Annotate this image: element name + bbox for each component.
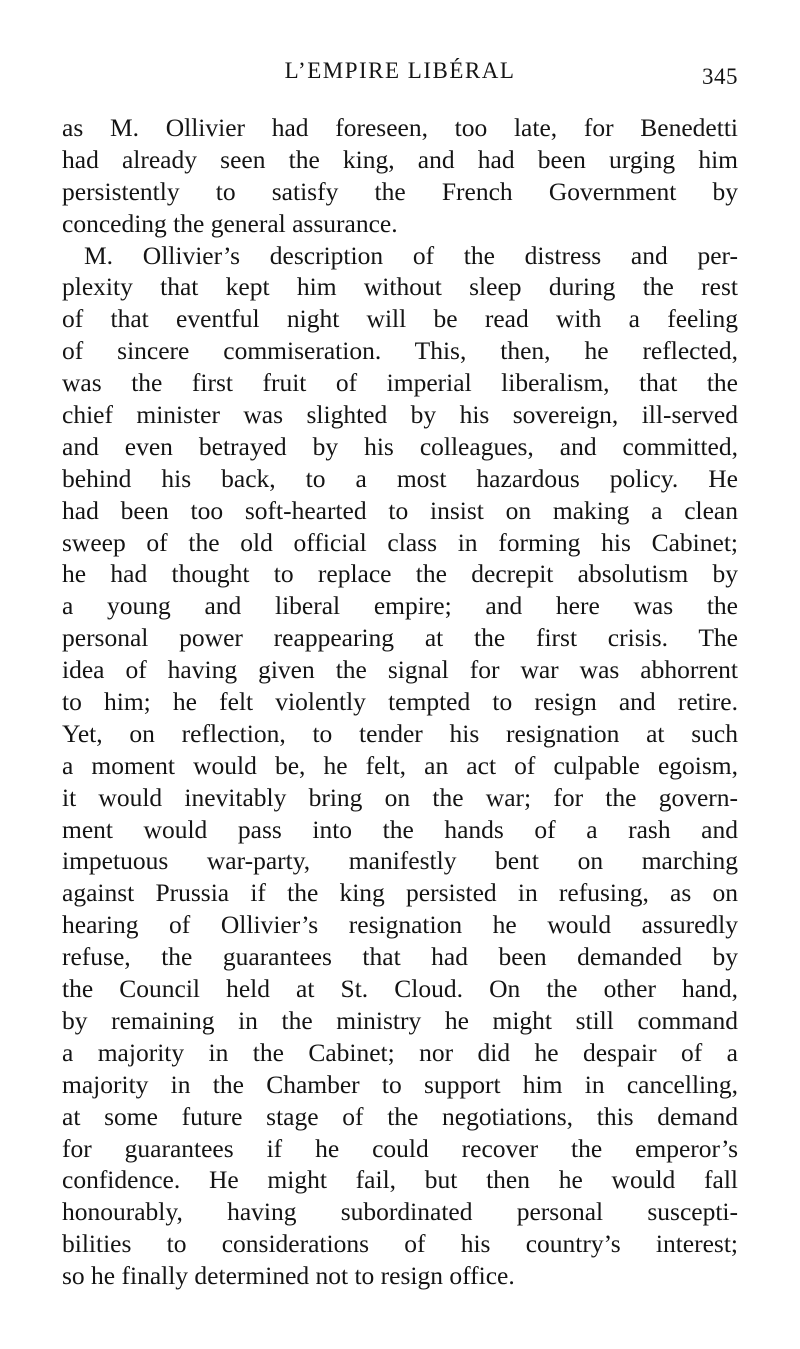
- paragraph: [62, 112, 738, 240]
- text-line: behind his back, to a most hazardous policy. He: [62, 463, 738, 493]
- text-line: a young and liberal empire; and here was the: [62, 591, 738, 621]
- page-number: 345: [702, 64, 738, 89]
- text-line: confidence. He might fail, but then he would fall: [62, 1165, 738, 1195]
- text-line: ment would pass into the hands of a rash and: [62, 814, 738, 844]
- text-line: majority in the Chamber to support him in cancelling,: [62, 1069, 738, 1099]
- running-title: L’EMPIRE LIBÉRAL: [284, 58, 516, 83]
- paragraph: [62, 240, 738, 1292]
- text-line: Yet, on reflection, to tender his resignation at such: [62, 718, 738, 748]
- text-line: chief minister was slighted by his sovereign, ill-served: [62, 400, 738, 430]
- text-line: for guarantees if he could recover the emperor’s: [62, 1133, 738, 1163]
- running-head: [62, 58, 738, 94]
- text-line: refuse, the guarantees that had been demanded by: [62, 942, 738, 972]
- text-line: by remaining in the ministry he might still command: [62, 1005, 738, 1035]
- text-line: hearing of Ollivier’s resignation he would assuredly: [62, 910, 738, 940]
- text-line: it would inevitably bring on the war; for the govern-: [62, 782, 738, 812]
- text-line: sweep of the old official class in forming his Cabinet;: [62, 527, 738, 557]
- text-line: and even betrayed by his colleagues, and committed,: [62, 431, 738, 461]
- text-line: personal power reappearing at the first crisis. The: [62, 623, 738, 653]
- text-line: against Prussia if the king persisted in refusing, as on: [62, 878, 738, 908]
- text-line: had been too soft-hearted to insist on making a clean: [62, 495, 738, 525]
- text-line: honourably, having subordinated personal suscepti-: [62, 1197, 738, 1227]
- text-line: at some future stage of the negotiations, this demand: [62, 1101, 738, 1131]
- text-line: a moment would be, he felt, an act of culpable egoism,: [62, 750, 738, 780]
- body-text: [62, 112, 738, 1292]
- text-line: of that eventful night will be read with a feeling: [62, 304, 738, 334]
- text-line: as M. Ollivier had foreseen, too late, for Benedetti: [62, 113, 738, 142]
- text-line: bilities to considerations of his country’s interest;: [62, 1229, 738, 1259]
- text-line: idea of having given the signal for war was abhorrent: [62, 655, 738, 685]
- text-line: a majority in the Cabinet; nor did he despair of a: [62, 1037, 738, 1067]
- text-line: plexity that kept him without sleep during the rest: [62, 272, 738, 302]
- text-line: M. Ollivier’s description of the distress and per-: [84, 240, 738, 270]
- text-line: he had thought to replace the decrepit absolutism by: [62, 559, 738, 589]
- text-line: so he finally determined not to resign office.: [62, 1261, 515, 1291]
- text-line: was the first fruit of imperial liberalism, that the: [62, 368, 738, 398]
- text-line: persistently to satisfy the French Government by: [62, 176, 738, 206]
- text-line: the Council held at St. Cloud. On the other hand,: [62, 974, 738, 1004]
- text-line: had already seen the king, and had been urging him: [62, 144, 738, 174]
- text-line: conceding the general assurance.: [62, 208, 398, 238]
- text-line: impetuous war-party, manifestly bent on marching: [62, 846, 738, 876]
- text-line: to him; he felt violently tempted to resign and retire.: [62, 687, 738, 717]
- text-line: of sincere commiseration. This, then, he reflected,: [62, 336, 738, 366]
